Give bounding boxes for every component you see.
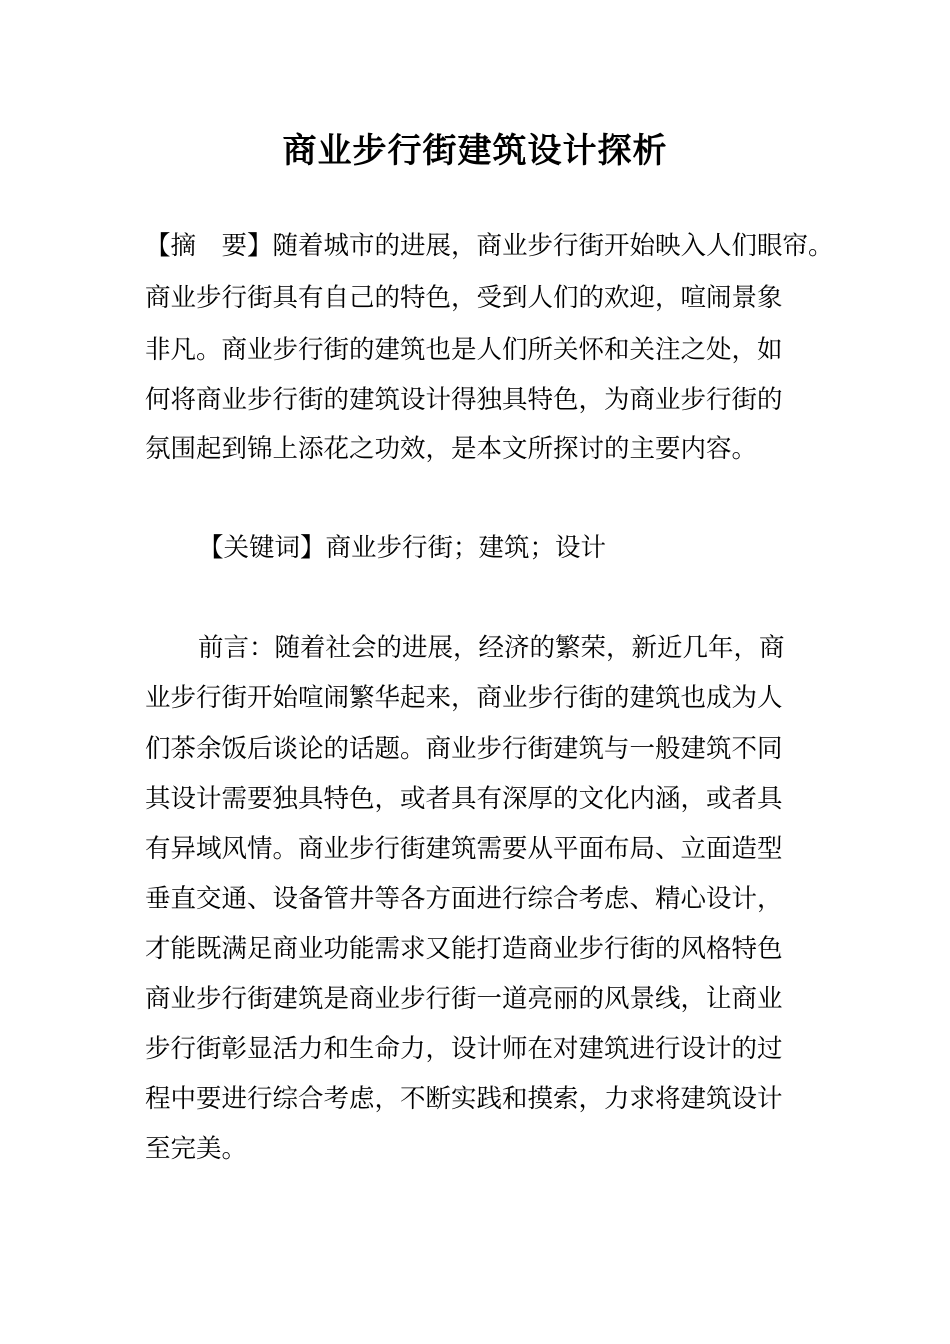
- keywords-line: 【关键词】商业步行街；建筑；设计: [198, 533, 607, 563]
- preface-line: 商业步行街建筑是商业步行街一道亮丽的风景线，让商业: [145, 984, 783, 1014]
- page-title: 商业步行街建筑设计探析: [282, 131, 668, 171]
- preface-line: 有异域风情。商业步行街建筑需要从平面布局、立面造型: [145, 834, 783, 864]
- abstract-line: 商业步行街具有自己的特色，受到人们的欢迎，喧闹景象: [145, 283, 783, 313]
- preface-line: 业步行街开始喧闹繁华起来，商业步行街的建筑也成为人: [145, 683, 783, 713]
- preface-line: 前言：随着社会的进展，经济的繁荣，新近几年，商: [198, 633, 785, 663]
- preface-line: 程中要进行综合考虑，不断实践和摸索，力求将建筑设计: [145, 1084, 783, 1114]
- abstract-line: 非凡。商业步行街的建筑也是人们所关怀和关注之处，如: [145, 335, 783, 365]
- preface-line: 们茶余饭后谈论的话题。商业步行街建筑与一般建筑不同: [145, 734, 783, 764]
- preface-line: 其设计需要独具特色，或者具有深厚的文化内涵，或者具: [145, 784, 783, 814]
- preface-line: 步行街彰显活力和生命力，设计师在对建筑进行设计的过: [145, 1034, 783, 1064]
- preface-line: 垂直交通、设备管井等各方面进行综合考虑、精心设计，: [145, 884, 783, 914]
- abstract-line: 【摘 要】随着城市的进展，商业步行街开始映入人们眼帘。: [145, 231, 834, 261]
- preface-line: 才能既满足商业功能需求又能打造商业步行街的风格特色: [145, 934, 783, 964]
- preface-line: 至完美。: [145, 1134, 248, 1164]
- abstract-line: 氛围起到锦上添花之功效，是本文所探讨的主要内容。: [145, 434, 758, 464]
- abstract-line: 何将商业步行街的建筑设计得独具特色，为商业步行街的: [145, 385, 783, 415]
